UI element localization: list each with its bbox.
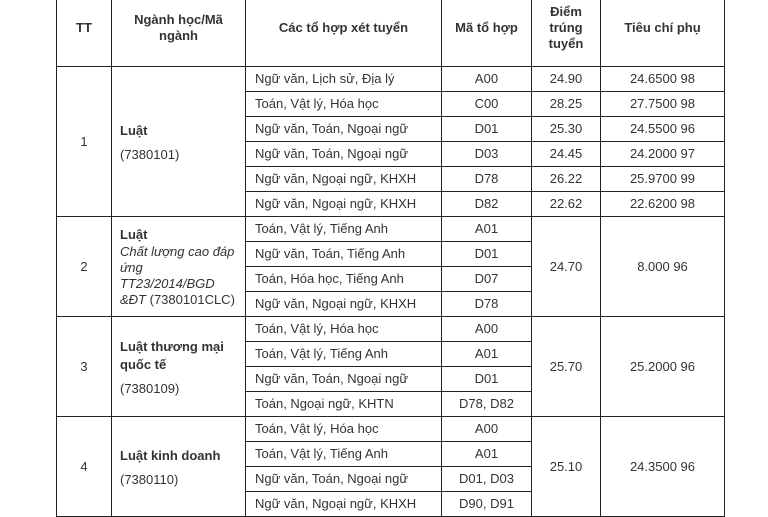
combo-code-cell: D78	[442, 292, 532, 317]
combo-code-cell: D01, D03	[442, 467, 532, 492]
combo-cell: Ngữ văn, Toán, Ngoại ngữ	[246, 467, 442, 492]
admission-score-table	[56, 0, 725, 517]
major-code: (7380109)	[120, 380, 180, 396]
header-tt: TT	[57, 0, 112, 67]
major-cell	[112, 67, 246, 217]
score-cell: 24.90	[532, 67, 601, 92]
major-name: Luật thương mại quốc tế	[120, 338, 224, 372]
score-cell: 26.22	[532, 167, 601, 192]
combo-code-cell: C00	[442, 92, 532, 117]
major-code: (7380101)	[120, 146, 180, 162]
header-ma-to-hop: Mã tổ hợp	[442, 0, 532, 67]
combo-cell: Ngữ văn, Ngoại ngữ, KHXH	[246, 192, 442, 217]
criteria-cell: 24.2000 97	[601, 142, 725, 167]
major-name: Luật kinh doanh	[120, 447, 221, 463]
score-cell: 28.25	[532, 92, 601, 117]
combo-code-cell: A00	[442, 417, 532, 442]
header-row	[57, 0, 725, 67]
score-cell: 25.10	[532, 417, 601, 517]
combo-code-cell: D07	[442, 267, 532, 292]
criteria-cell: 25.2000 96	[601, 317, 725, 417]
criteria-cell: 22.6200 98	[601, 192, 725, 217]
combo-code-cell: A00	[442, 317, 532, 342]
combo-cell: Toán, Vật lý, Tiếng Anh	[246, 442, 442, 467]
criteria-cell: 25.9700 99	[601, 167, 725, 192]
combo-code-cell: D90, D91	[442, 492, 532, 517]
combo-cell: Ngữ văn, Ngoại ngữ, KHXH	[246, 292, 442, 317]
score-cell: 25.70	[532, 317, 601, 417]
group-number: 3	[57, 317, 112, 417]
combo-cell: Ngữ văn, Toán, Ngoại ngữ	[246, 117, 442, 142]
major-cell	[112, 217, 246, 317]
score-cell: 24.70	[532, 217, 601, 317]
major-name: Luật	[120, 226, 148, 242]
combo-cell: Toán, Vật lý, Hóa học	[246, 92, 442, 117]
combo-code-cell: D01	[442, 242, 532, 267]
major-cell	[112, 417, 246, 517]
table-row	[57, 217, 725, 242]
header-diem-trung-tuyen: Điểm trúng tuyển	[532, 0, 601, 67]
group-number: 2	[57, 217, 112, 317]
header-tohop: Các tổ hợp xét tuyển	[246, 0, 442, 67]
score-cell: 24.45	[532, 142, 601, 167]
major-code: (7380101CLC)	[149, 291, 235, 307]
combo-cell: Toán, Hóa học, Tiếng Anh	[246, 267, 442, 292]
group-number: 4	[57, 417, 112, 517]
combo-cell: Toán, Ngoại ngữ, KHTN	[246, 392, 442, 417]
combo-code-cell: A01	[442, 342, 532, 367]
combo-code-cell: D78	[442, 167, 532, 192]
combo-cell: Ngữ văn, Toán, Ngoại ngữ	[246, 367, 442, 392]
combo-cell: Toán, Vật lý, Tiếng Anh	[246, 342, 442, 367]
combo-cell: Ngữ văn, Lịch sử, Địa lý	[246, 67, 442, 92]
combo-cell: Toán, Vật lý, Hóa học	[246, 417, 442, 442]
combo-cell: Toán, Vật lý, Tiếng Anh	[246, 217, 442, 242]
major-cell	[112, 317, 246, 417]
combo-code-cell: A01	[442, 217, 532, 242]
criteria-cell: 27.7500 98	[601, 92, 725, 117]
combo-code-cell: D03	[442, 142, 532, 167]
combo-code-cell: D78, D82	[442, 392, 532, 417]
combo-code-cell: A00	[442, 67, 532, 92]
combo-cell: Ngữ văn, Ngoại ngữ, KHXH	[246, 492, 442, 517]
combo-cell: Ngữ văn, Toán, Ngoại ngữ	[246, 142, 442, 167]
table-row	[57, 317, 725, 342]
major-subtitle	[120, 244, 239, 308]
criteria-cell: 8.000 96	[601, 217, 725, 317]
major-subtitle-text: Chất lượng cao đáp ứng TT23/2014/BGD &ĐT	[120, 243, 235, 307]
group-number: 1	[57, 67, 112, 217]
score-cell: 22.62	[532, 192, 601, 217]
combo-code-cell: A01	[442, 442, 532, 467]
major-code: (7380110)	[120, 471, 179, 487]
combo-code-cell: D01	[442, 367, 532, 392]
score-cell: 25.30	[532, 117, 601, 142]
criteria-cell: 24.5500 96	[601, 117, 725, 142]
table-row	[57, 417, 725, 442]
header-nganh: Ngành học/Mã ngành	[112, 0, 246, 67]
criteria-cell: 24.3500 96	[601, 417, 725, 517]
criteria-cell: 24.6500 98	[601, 67, 725, 92]
combo-cell: Ngữ văn, Toán, Tiếng Anh	[246, 242, 442, 267]
header-tieu-chi-phu: Tiêu chí phụ	[601, 0, 725, 67]
combo-cell: Toán, Vật lý, Hóa học	[246, 317, 442, 342]
combo-cell: Ngữ văn, Ngoại ngữ, KHXH	[246, 167, 442, 192]
major-name: Luật	[120, 122, 148, 138]
combo-code-cell: D82	[442, 192, 532, 217]
combo-code-cell: D01	[442, 117, 532, 142]
table-row	[57, 67, 725, 92]
